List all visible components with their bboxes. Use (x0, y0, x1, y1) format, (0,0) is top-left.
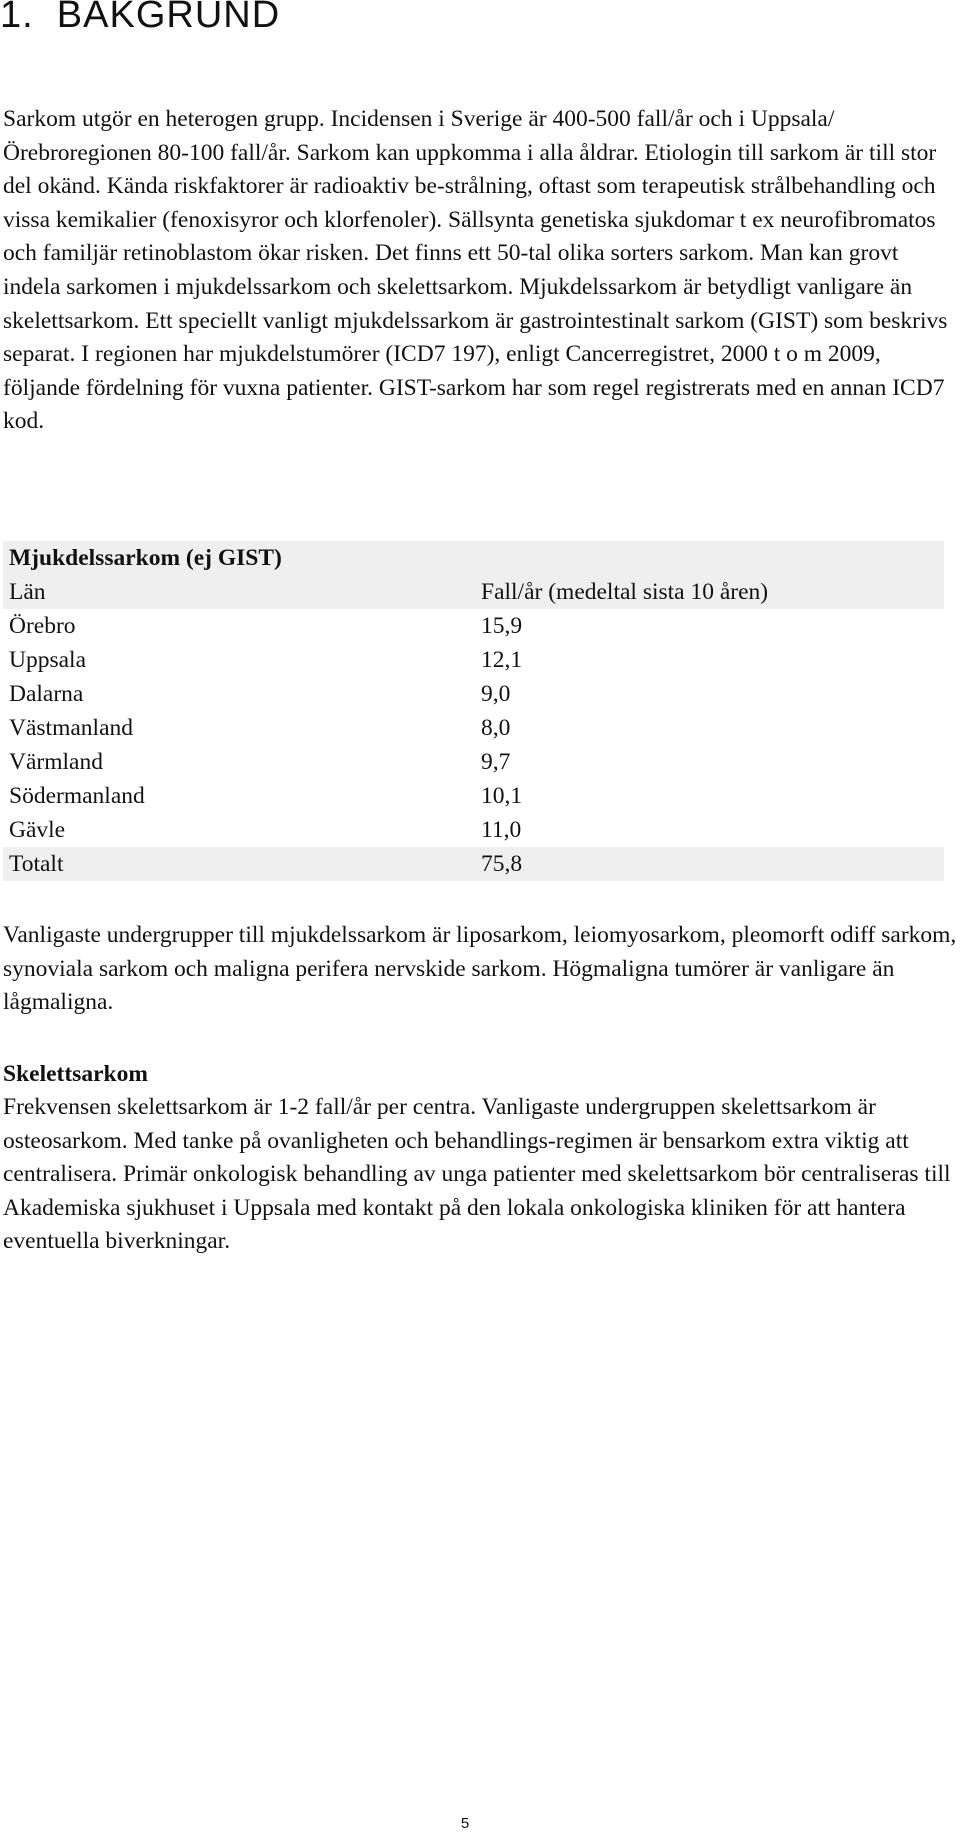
table-caption: Mjukdelssarkom (ej GIST) (9, 545, 282, 571)
county-cell: Gävle (9, 817, 66, 843)
table-header-row (3, 575, 944, 609)
county-cell: Södermanland (9, 783, 145, 809)
cases-cell: 15,9 (481, 613, 523, 639)
cases-cell: 11,0 (481, 817, 522, 843)
table-row (3, 609, 944, 643)
cases-cell: 9,7 (481, 749, 511, 775)
table-row (3, 643, 944, 677)
page-number: 5 (460, 1815, 470, 1832)
skeletal-sarcoma-heading: Skelettsarkom (3, 1061, 148, 1087)
table-row (3, 813, 944, 847)
column-header-cases: Fall/år (medeltal sista 10 åren) (481, 579, 769, 605)
section-heading: 1. BAKGRUND (0, 0, 281, 36)
county-cell: Västmanland (9, 715, 133, 741)
skeletal-paragraph: Frekvensen skelettsarkom är 1-2 fall/år per centra. Vanligaste undergruppen skelettsarkom är osteosarkom. Med tanke på ovanligheten och behandlings-regimen är bensarkom extra viktig att centralisera. Primär onkologisk behandling av unga patienter med skelettsarkom bör centraliseras till Akademiska sjukhuset i Uppsala med kontakt på den lokala onkologiska kliniken för att hantera eventuella biverkningar. (3, 1094, 951, 1255)
intro-paragraph: Sarkom utgör en heterogen grupp. Incidensen i Sverige är 400-500 fall/år och i Uppsala/Örebroregionen 80-100 fall/år. Sarkom kan uppkomma i alla åldrar. Etiologin till sarkom är till stor del okänd. Kända riskfaktorer är radioaktiv be-strålning, oftast som terapeutisk strålbehandling och vissa kemikalier (fenoxisyror och klorfenoler). Sällsynta genetiska sjukdomar t ex neurofibromatos och familjär retinoblastom ökar risken. Det finns ett 50-tal olika sorters sarkom. Man kan grovt indela sarkomen i mjukdelssarkom och skelettsarkom. Mjukdelssarkom är betydligt vanligare än skelettsarkom. Ett speciellt vanligt mjukdelssarkom är gastrointestinalt sarkom (GIST) som beskrivs separat. I regionen har mjukdelstumörer (ICD7 197), enligt Cancerregistret, 2000 t o m 2009, följande fördelning för vuxna patienter. GIST-sarkom har som regel registrerats med en annan ICD7 kod. (3, 106, 948, 435)
cases-cell: 9,0 (481, 681, 511, 707)
table-caption-row (3, 541, 944, 575)
county-cell: Värmland (9, 749, 103, 775)
total-value-cell: 75,8 (481, 851, 523, 877)
table-row (3, 779, 944, 813)
cases-cell: 10,1 (481, 783, 523, 809)
county-cell: Dalarna (9, 681, 84, 707)
cases-cell: 12,1 (481, 647, 523, 673)
sarcoma-incidence-table (3, 541, 944, 881)
county-cell: Uppsala (9, 647, 87, 673)
column-header-county: Län (9, 579, 46, 605)
table-row (3, 677, 944, 711)
table-total-row (3, 847, 944, 881)
table-row (3, 745, 944, 779)
county-cell: Örebro (9, 613, 76, 639)
subgroups-paragraph: Vanligaste undergrupper till mjukdelssarkom är liposarkom, leiomyosarkom, pleomorft odiff sarkom, synoviala sarkom och maligna perifera nervskide sarkom. Högmaligna tumörer är vanligare än lågmaligna. (3, 922, 957, 1016)
cases-cell: 8,0 (481, 715, 511, 741)
total-label-cell: Totalt (9, 851, 64, 877)
table-row (3, 711, 944, 745)
